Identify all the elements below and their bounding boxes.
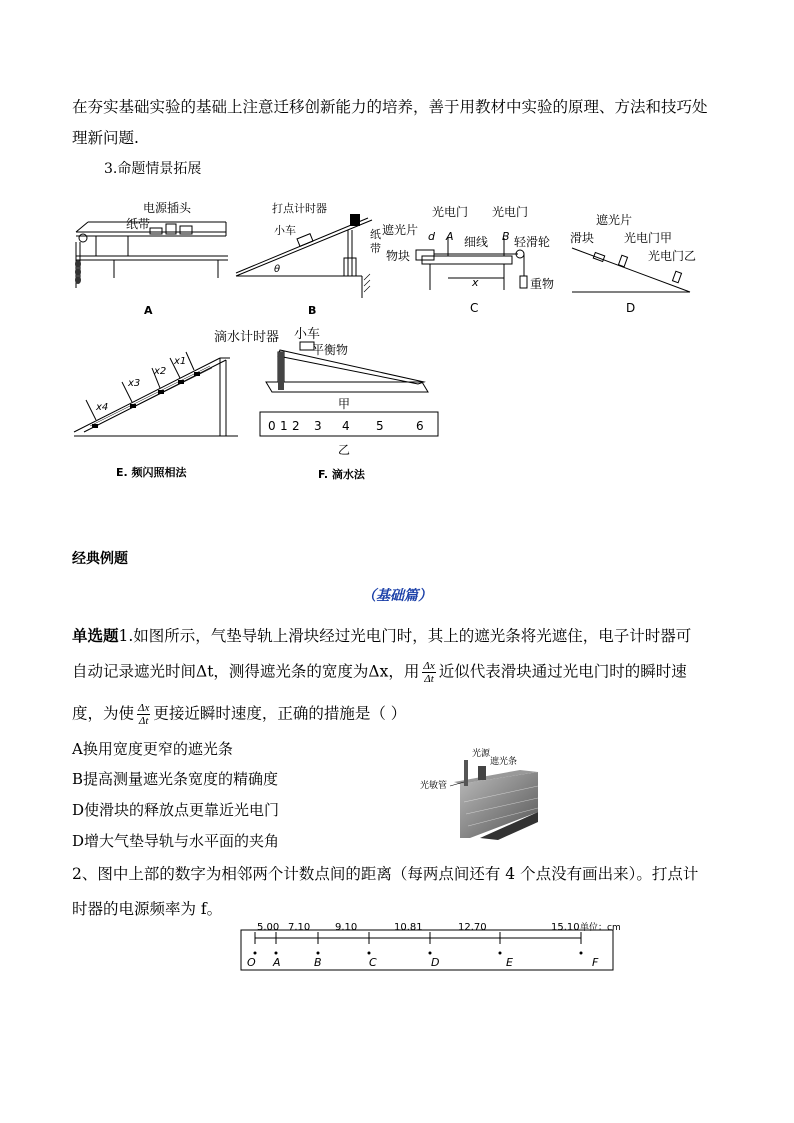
q2-point-f: F <box>592 956 599 969</box>
d-gate-yi-label: 光电门乙 <box>648 249 697 263</box>
q1-line-1 <box>72 625 691 647</box>
q1-text-2a: 自动记录遮光时间Δt，测得遮光条的宽度为Δx，用 <box>72 662 420 681</box>
b-cart-label: 小车 <box>274 224 296 237</box>
q1-text-3a: 度，为使 <box>72 704 135 723</box>
c-gate-2-label: 光电门 <box>492 205 529 219</box>
q2-dist-3: 9.10 <box>335 922 358 933</box>
b-tape-label-2: 带 <box>370 242 381 255</box>
e-x3-label: x3 <box>128 378 141 389</box>
f-jia-label: 甲 <box>338 397 351 411</box>
q2-tape-diagram <box>238 918 638 974</box>
q2-line-2: 时器的电源频率为 f。 <box>72 900 223 918</box>
f-tick-6: 6 <box>416 419 424 433</box>
figure-d <box>566 198 716 323</box>
d-slider-label: 滑块 <box>570 231 595 245</box>
q2-point-d: D <box>431 956 440 969</box>
b-theta: θ <box>274 264 281 275</box>
c-weight-label: 重物 <box>530 277 555 291</box>
f-cart-label: 小车 <box>294 327 321 342</box>
f-drip-timer-label: 滴水计时器 <box>214 330 280 345</box>
a-caption: A <box>144 304 153 317</box>
figure-c <box>352 198 567 323</box>
q1-frac2-den: Δt <box>138 715 149 727</box>
f-tick-4: 4 <box>342 419 350 433</box>
f-tick-0: 0 <box>268 419 276 433</box>
f-tick-2: 2 <box>292 419 300 433</box>
q1-strip-label: 遮光条 <box>490 757 518 767</box>
d-caption: D <box>626 301 636 315</box>
e-x4-label: x4 <box>96 402 109 413</box>
f-tick-5: 5 <box>376 419 384 433</box>
classic-title: 经典例题 <box>72 551 128 567</box>
figure-e <box>70 340 245 485</box>
q1-air-track-photo <box>420 742 538 840</box>
d-gate-jia-label: 光电门甲 <box>624 231 673 245</box>
c-A-label: A <box>446 230 454 243</box>
c-pulley-label: 轻滑轮 <box>514 235 551 249</box>
classic-subtitle: （基础篇） <box>362 588 432 604</box>
q1-frac1-den: Δt <box>424 673 434 685</box>
f-balance-label: 平衡物 <box>312 343 349 357</box>
q1-source-label: 光源 <box>472 749 491 759</box>
c-d-label: d <box>428 230 435 243</box>
f-tick-3: 3 <box>314 419 322 433</box>
q1-option-a: A换用宽度更窄的遮光条 <box>72 740 233 758</box>
c-B-label: B <box>502 230 510 243</box>
q1-text-1: 1.如图所示，气垫导轨上滑块经过光电门时，其上的遮光条将光遮住，电子计时器可 <box>118 627 692 645</box>
q1-frac1-num: Δx <box>423 660 435 672</box>
intro-line-2: 理新问题. <box>72 129 139 147</box>
figure-a <box>68 198 233 323</box>
c-block-label: 物块 <box>386 249 411 263</box>
q1-fraction-2 <box>137 702 150 727</box>
section-3-title: 3.命题情景拓展 <box>104 161 202 177</box>
f-tick-1: 1 <box>280 419 288 433</box>
b-tape-label: 纸 <box>370 228 381 241</box>
c-caption: C <box>470 301 479 315</box>
q2-dist-1: 5.00 <box>257 922 280 933</box>
q2-line-1: 2、图中上部的数字为相邻两个计数点间的距离（每两点间还有 4 个点没有画出来）。打点计 <box>72 865 699 883</box>
f-yi-label: 乙 <box>338 443 351 457</box>
intro-line-1: 在夯实基础实验的基础上注意迁移创新能力的培养，善于用教材中实验的原理、方法和技巧处 <box>72 98 708 116</box>
b-timer-label: 打点计时器 <box>272 202 327 215</box>
c-string-label: 细线 <box>464 235 489 249</box>
q1-line-3 <box>72 702 406 727</box>
q2-point-e: E <box>506 956 513 969</box>
q2-point-a: A <box>273 956 281 969</box>
q1-option-d: D增大气垫导轨与水平面的夹角 <box>72 832 280 850</box>
q1-text-3b: 更接近瞬时速度，正确的措施是（ ） <box>153 704 407 723</box>
q2-point-b: B <box>314 956 322 969</box>
f-caption: F. 滴水法 <box>318 468 365 481</box>
q1-option-c: D使滑块的释放点更靠近光电门 <box>72 801 280 819</box>
q2-unit: 单位：cm <box>580 923 621 933</box>
q2-dist-4: 10.81 <box>394 922 423 933</box>
e-caption: E. 频闪照相法 <box>116 466 187 479</box>
q2-dist-2: 7.10 <box>288 922 311 933</box>
e-x1-label: x1 <box>174 356 187 367</box>
d-shade-label: 遮光片 <box>596 213 633 227</box>
q2-dist-6: 15.10 <box>551 922 580 933</box>
q2-dist-5: 12.70 <box>458 922 487 933</box>
a-tape-label: 纸带 <box>126 217 151 231</box>
q1-fraction-1 <box>422 660 435 685</box>
e-x2-label: x2 <box>154 366 167 377</box>
q2-point-c: C <box>369 956 377 969</box>
q1-sensor-label: 光敏管 <box>420 781 448 791</box>
q2-point-o: O <box>247 956 256 969</box>
a-power-label: 电源插头 <box>143 201 192 215</box>
q1-text-2b: 近似代表滑块通过光电门时的瞬时速 <box>438 662 687 681</box>
b-caption: B <box>308 304 317 317</box>
figure-f <box>252 322 442 487</box>
q1-frac2-num: Δx <box>138 702 150 714</box>
c-shade-label: 遮光片 <box>382 223 419 237</box>
q1-prefix: 单选题 <box>72 626 119 645</box>
q1-option-b: B提高测量遮光条宽度的精确度 <box>72 770 279 788</box>
q1-line-2 <box>72 660 687 685</box>
c-gate-1-label: 光电门 <box>432 205 469 219</box>
c-x-label: x <box>472 276 479 289</box>
